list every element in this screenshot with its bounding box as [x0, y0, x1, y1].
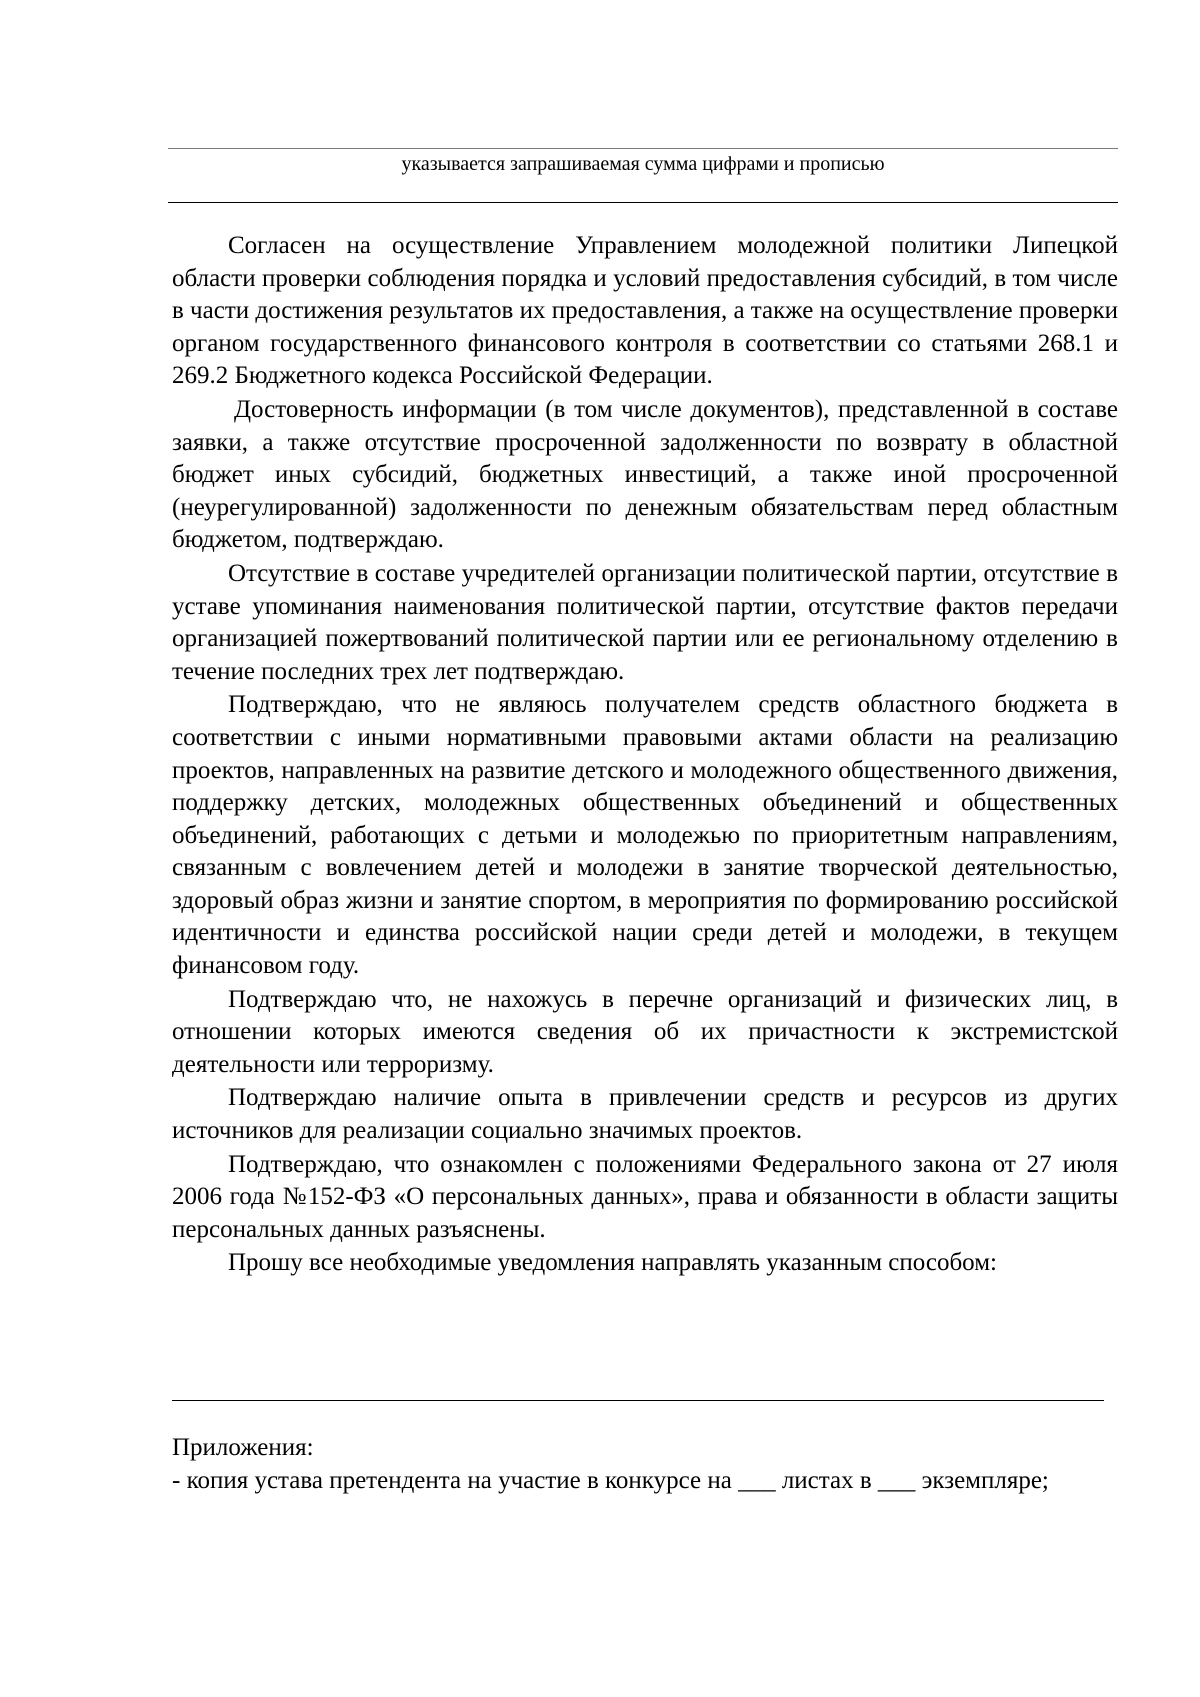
- consent-text: [172, 230, 1118, 1281]
- paragraph-extremism: Подтверждаю что, не нахожусь в перечне организаций и физических лиц, в отношении которых имеются сведения об их причастности к экстремистской деятельности или терроризму.: [172, 985, 1118, 1078]
- paragraph-personal-data: Подтверждаю, что ознакомлен с положениями Федерального закона от 27 июля 2006 года №152-ФЗ «О персональных данных», права и обязанности в области защиты персональных данных разъяснены.: [172, 1150, 1118, 1243]
- sum-field-line: [168, 148, 1118, 149]
- sum-field-caption: указывается запрашиваемая сумма цифрами и прописью: [401, 153, 885, 175]
- caption-underline: [168, 202, 1118, 203]
- paragraph-reliability: Достоверность информации (в том числе документов), представленной в составе заявки, а также отсутствие просроченной задолженности по возврату в областной бюджет иных субсидий, бюджетных инвестиций, а также иной просроченной (неурегулированной) задолженности по денежным обязательствам перед областным бюджетом, подтверждаю.: [172, 395, 1118, 554]
- paragraph-experience: Подтверждаю наличие опыта в привлечении средств и ресурсов из других источников для реализации социально значимых проектов.: [172, 1084, 1118, 1145]
- paragraph-notifications: Прошу все необходимые уведомления направлять указанным способом:: [228, 1249, 997, 1277]
- attachments-section: [172, 1432, 1118, 1497]
- paragraph-political-party: Отсутствие в составе учредителей организации политической партии, отсутствие в уставе упоминания наименования политической партии, отсутствие фактов передачи организацией пожертвований политической партии или ее региональному отделению в течение последних трех лет подтверждаю.: [172, 559, 1118, 685]
- paragraph-consent-inspection: Согласен на осуществление Управлением молодежной политики Липецкой области проверки соблюдения порядка и условий предоставления субсидий, в том числе в части достижения результатов их предоставления, а также на осуществление проверки органом государственного финансового контроля в соответствии со статьями 268.1 и 269.2 Бюджетного кодекса Российской Федерации.: [172, 232, 1118, 390]
- notification-method-line: [172, 1400, 1104, 1401]
- attachments-heading: Приложения:: [172, 1434, 314, 1461]
- attachment-item: - копия устава претендента на участие в конкурсе на ___ листах в ___ экземпляре;: [172, 1466, 1049, 1494]
- paragraph-not-recipient: Подтверждаю, что не являюсь получателем средств областного бюджета в соответствии с иными нормативными правовыми актами области на реализацию проектов, направленных на развитие детского и молодежного общественного движения, поддержку детских, молодежных общественных объединений и общественных объединений, работающих с детьми и молодежью по приоритетным направлениям, связанным с вовлечением детей и молодежи в занятие творческой деятельностью, здоровый образ жизни и занятие спортом, в мероприятия по формированию российской идентичности и единства российской нации среди детей и молодежи, в текущем финансовом году.: [172, 691, 1118, 980]
